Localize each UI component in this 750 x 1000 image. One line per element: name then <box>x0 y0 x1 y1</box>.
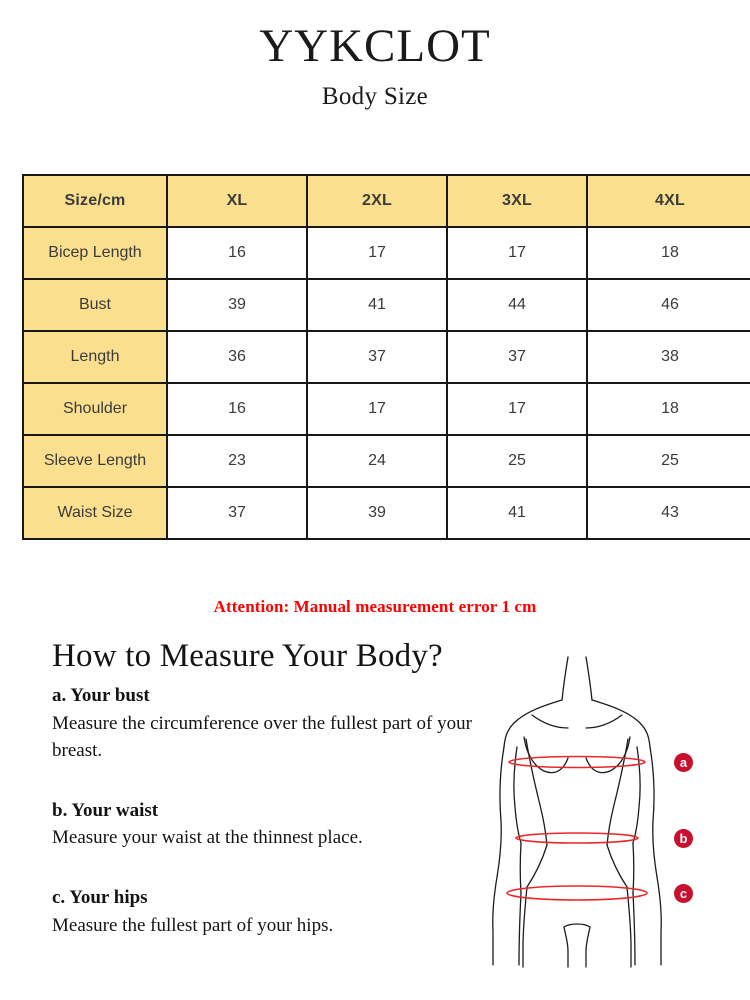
measure-item-title: b. Your waist <box>52 799 159 821</box>
cell-sleeve-length-4xl: 25 <box>587 435 750 487</box>
measure-item-description: Measure the fullest part of your hips. <box>52 914 334 936</box>
cell-bust-xl: 39 <box>167 279 307 331</box>
measure-item-description: Measure your waist at the thinnest place. <box>52 827 363 849</box>
cell-sleeve-length-xl: 23 <box>167 435 307 487</box>
neck-left-line <box>562 657 568 700</box>
badge-b-waist: b <box>674 829 693 848</box>
how-to-measure-section <box>52 638 512 939</box>
cell-length-xl: 36 <box>167 331 307 383</box>
size-chart-table-container <box>22 174 728 540</box>
body-measurement-diagram <box>480 655 730 985</box>
cell-sleeve-length-2xl: 24 <box>307 435 447 487</box>
measure-item-title: a. Your bust <box>52 685 150 707</box>
cell-waist-size-xl: 37 <box>167 487 307 539</box>
column-header-4xl: 4XL <box>587 175 750 227</box>
female-torso-illustration <box>480 655 730 985</box>
page-title: YYKCLOT <box>259 20 491 72</box>
cell-waist-size-2xl: 39 <box>307 487 447 539</box>
column-header-2xl: 2XL <box>307 175 447 227</box>
bust-measure-ellipse <box>509 757 645 768</box>
neck-right-line <box>586 657 592 700</box>
table-header-row <box>23 175 750 227</box>
cell-shoulder-4xl: 18 <box>587 383 750 435</box>
cell-length-3xl: 37 <box>447 331 587 383</box>
waist-measure-ellipse <box>516 833 638 843</box>
measure-item-hips <box>52 884 512 939</box>
cell-waist-size-4xl: 43 <box>587 487 750 539</box>
how-to-measure-heading: How to Measure Your Body? <box>52 638 443 674</box>
row-label-bust: Bust <box>23 279 167 331</box>
column-header-size: Size/cm <box>23 175 167 227</box>
cell-shoulder-2xl: 17 <box>307 383 447 435</box>
cell-bicep-length-4xl: 18 <box>587 227 750 279</box>
cell-waist-size-3xl: 41 <box>447 487 587 539</box>
row-label-length: Length <box>23 331 167 383</box>
measure-item-waist <box>52 797 512 852</box>
table-row <box>23 227 750 279</box>
measurement-tapes <box>507 757 647 901</box>
table-row <box>23 383 750 435</box>
cell-shoulder-3xl: 17 <box>447 383 587 435</box>
row-label-sleeve-length: Sleeve Length <box>23 435 167 487</box>
spacer <box>52 765 512 787</box>
cell-length-4xl: 38 <box>587 331 750 383</box>
table-row <box>23 487 750 539</box>
row-label-bicep-length: Bicep Length <box>23 227 167 279</box>
cell-bicep-length-2xl: 17 <box>307 227 447 279</box>
page-subtitle: Body Size <box>321 83 429 111</box>
measure-item-title: c. Your hips <box>52 887 148 909</box>
hips-measure-ellipse <box>507 886 647 900</box>
cell-length-2xl: 37 <box>307 331 447 383</box>
column-header-3xl: 3XL <box>447 175 587 227</box>
cell-sleeve-length-3xl: 25 <box>447 435 587 487</box>
cell-bicep-length-3xl: 17 <box>447 227 587 279</box>
table-row <box>23 331 750 383</box>
cell-bust-2xl: 41 <box>307 279 447 331</box>
cell-bust-4xl: 46 <box>587 279 750 331</box>
measure-item-bust <box>52 682 512 765</box>
size-chart-table <box>22 174 750 540</box>
brand-header <box>0 0 750 111</box>
cell-bust-3xl: 44 <box>447 279 587 331</box>
table-row <box>23 435 750 487</box>
row-label-waist-size: Waist Size <box>23 487 167 539</box>
row-label-shoulder: Shoulder <box>23 383 167 435</box>
cell-shoulder-xl: 16 <box>167 383 307 435</box>
badge-c-hips: c <box>674 884 693 903</box>
table-row <box>23 279 750 331</box>
spacer <box>52 852 512 874</box>
cell-bicep-length-xl: 16 <box>167 227 307 279</box>
attention-note: Attention: Manual measurement error 1 cm <box>213 597 537 616</box>
measure-item-description: Measure the circumference over the fullest part of your breast. <box>52 712 472 762</box>
column-header-xl: XL <box>167 175 307 227</box>
badge-a-bust: a <box>674 753 693 772</box>
